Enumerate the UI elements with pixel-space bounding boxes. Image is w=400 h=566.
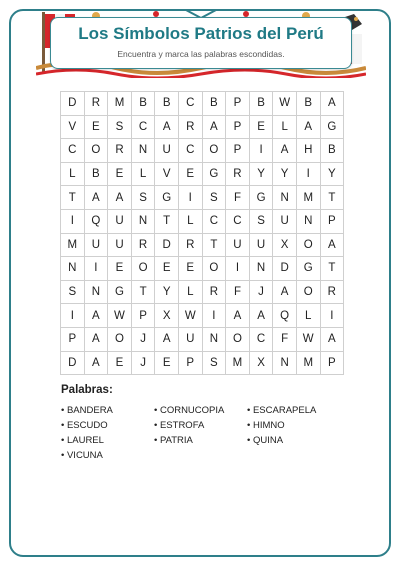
grid-cell[interactable]: C	[178, 139, 202, 163]
grid-cell[interactable]: U	[108, 233, 132, 257]
word-list-item: • LAUREL	[61, 435, 104, 446]
grid-cell[interactable]: O	[202, 257, 226, 281]
word-list-item: • ESCARAPELA	[247, 405, 317, 416]
grid-cell[interactable]: E	[178, 257, 202, 281]
grid-cell[interactable]: T	[155, 209, 179, 233]
grid-cell[interactable]: E	[155, 257, 179, 281]
grid-cell[interactable]: T	[131, 280, 155, 304]
grid-cell[interactable]: E	[108, 162, 132, 186]
grid-cell[interactable]: A	[320, 233, 344, 257]
grid-cell[interactable]: A	[226, 304, 250, 328]
grid-cell[interactable]: P	[131, 304, 155, 328]
grid-cell[interactable]: X	[273, 233, 297, 257]
grid-cell[interactable]: B	[296, 92, 320, 116]
grid-row	[61, 304, 344, 328]
word-list-item: • QUINA	[247, 435, 284, 446]
grid-cell[interactable]: O	[108, 327, 132, 351]
word-list-item: • ESTROFA	[154, 420, 205, 431]
grid-cell[interactable]: A	[273, 280, 297, 304]
grid-cell[interactable]: G	[155, 186, 179, 210]
grid-cell[interactable]: Y	[320, 162, 344, 186]
grid-cell[interactable]: E	[249, 115, 273, 139]
grid-cell[interactable]: G	[296, 257, 320, 281]
grid-cell[interactable]: P	[226, 92, 250, 116]
grid-cell[interactable]: G	[320, 115, 344, 139]
grid-cell[interactable]: P	[226, 139, 250, 163]
grid-cell[interactable]: I	[61, 209, 85, 233]
grid-cell[interactable]: W	[108, 304, 132, 328]
word-list-item: • ESCUDO	[61, 420, 108, 431]
grid-cell[interactable]: I	[202, 304, 226, 328]
grid-row	[61, 351, 344, 375]
grid-cell[interactable]: C	[178, 92, 202, 116]
grid-cell[interactable]: U	[249, 233, 273, 257]
grid-cell[interactable]: T	[61, 186, 85, 210]
grid-cell[interactable]: U	[273, 209, 297, 233]
grid-cell[interactable]: A	[84, 327, 108, 351]
grid-cell[interactable]: W	[178, 304, 202, 328]
grid-cell[interactable]: M	[296, 351, 320, 375]
grid-cell[interactable]: U	[226, 233, 250, 257]
grid-cell[interactable]: M	[296, 186, 320, 210]
grid-cell[interactable]: J	[131, 327, 155, 351]
grid-cell[interactable]: B	[131, 92, 155, 116]
grid-cell[interactable]: B	[320, 139, 344, 163]
grid-cell[interactable]: I	[296, 162, 320, 186]
grid-cell[interactable]: A	[84, 304, 108, 328]
grid-row	[61, 257, 344, 281]
grid-cell[interactable]: I	[178, 186, 202, 210]
grid-cell[interactable]: G	[108, 280, 132, 304]
grid-cell[interactable]: N	[61, 257, 85, 281]
grid-cell[interactable]: I	[61, 304, 85, 328]
grid-cell[interactable]: A	[155, 327, 179, 351]
grid-cell[interactable]: F	[226, 186, 250, 210]
grid-cell[interactable]: O	[131, 257, 155, 281]
grid-cell[interactable]: G	[249, 186, 273, 210]
grid-cell[interactable]: L	[273, 115, 297, 139]
grid-cell[interactable]: A	[84, 186, 108, 210]
grid-cell[interactable]: O	[202, 139, 226, 163]
grid-cell[interactable]: N	[131, 209, 155, 233]
page-title: Los Símbolos Patrios del Perú	[78, 24, 324, 43]
grid-cell[interactable]: A	[320, 92, 344, 116]
grid-cell[interactable]: D	[155, 233, 179, 257]
grid-cell[interactable]: I	[320, 304, 344, 328]
grid-cell[interactable]: C	[61, 139, 85, 163]
grid-cell[interactable]: C	[249, 327, 273, 351]
grid-cell[interactable]: U	[84, 233, 108, 257]
grid-cell[interactable]: R	[178, 233, 202, 257]
grid-cell[interactable]: O	[296, 233, 320, 257]
grid-cell[interactable]: O	[296, 280, 320, 304]
title-card	[50, 17, 352, 69]
grid-cell[interactable]: Y	[249, 162, 273, 186]
grid-cell[interactable]: S	[202, 351, 226, 375]
grid-cell[interactable]: Y	[155, 280, 179, 304]
grid-cell[interactable]: D	[61, 351, 85, 375]
grid-row	[61, 233, 344, 257]
grid-cell[interactable]: L	[178, 209, 202, 233]
grid-cell[interactable]: A	[249, 304, 273, 328]
grid-cell[interactable]: T	[202, 233, 226, 257]
grid-cell[interactable]: P	[320, 351, 344, 375]
grid-cell[interactable]: N	[273, 186, 297, 210]
grid-cell[interactable]: O	[84, 139, 108, 163]
grid-cell[interactable]: P	[226, 115, 250, 139]
grid-cell[interactable]: H	[296, 139, 320, 163]
grid-cell[interactable]: N	[202, 327, 226, 351]
grid-cell[interactable]: E	[155, 351, 179, 375]
grid-cell[interactable]: V	[61, 115, 85, 139]
grid-cell[interactable]: U	[108, 209, 132, 233]
grid-cell[interactable]: D	[273, 257, 297, 281]
grid-cell[interactable]: Y	[273, 162, 297, 186]
grid-cell[interactable]: E	[84, 115, 108, 139]
grid-row	[61, 92, 344, 116]
grid-cell[interactable]: L	[296, 304, 320, 328]
grid-cell[interactable]: W	[296, 327, 320, 351]
grid-cell[interactable]: S	[249, 209, 273, 233]
grid-cell[interactable]: B	[155, 92, 179, 116]
grid-cell[interactable]: A	[320, 327, 344, 351]
grid-cell[interactable]: A	[273, 139, 297, 163]
grid-cell[interactable]: Q	[273, 304, 297, 328]
grid-cell[interactable]: O	[226, 327, 250, 351]
grid-cell[interactable]: X	[249, 351, 273, 375]
grid-cell[interactable]: S	[61, 280, 85, 304]
grid-cell[interactable]: M	[108, 92, 132, 116]
grid-cell[interactable]: M	[61, 233, 85, 257]
grid-cell[interactable]: A	[108, 186, 132, 210]
grid-row	[61, 327, 344, 351]
word-list-title: Palabras:	[61, 384, 113, 396]
word-list-item: • VICUNA	[61, 450, 103, 461]
grid-cell[interactable]: A	[84, 351, 108, 375]
grid-cell[interactable]: R	[131, 233, 155, 257]
grid-cell[interactable]: E	[178, 162, 202, 186]
word-list-column-2	[154, 403, 224, 448]
word-list-item: • CORNUCOPIA	[154, 405, 225, 416]
grid-cell[interactable]: U	[155, 139, 179, 163]
grid-cell[interactable]: P	[61, 327, 85, 351]
word-list-column-1	[61, 403, 113, 463]
grid-cell[interactable]: J	[131, 351, 155, 375]
grid-row	[61, 280, 344, 304]
grid-cell[interactable]: X	[155, 304, 179, 328]
grid-cell[interactable]: U	[178, 327, 202, 351]
grid-cell[interactable]: A	[155, 115, 179, 139]
grid-cell[interactable]: N	[249, 257, 273, 281]
grid-cell[interactable]: L	[131, 162, 155, 186]
word-list-column-3	[247, 403, 316, 448]
grid-cell[interactable]: J	[249, 280, 273, 304]
grid-cell[interactable]: D	[61, 92, 85, 116]
grid-cell[interactable]: S	[131, 186, 155, 210]
grid-row	[61, 139, 344, 163]
grid-cell[interactable]: P	[320, 209, 344, 233]
word-search-grid	[60, 91, 344, 375]
grid-cell[interactable]: L	[178, 280, 202, 304]
grid-cell[interactable]: N	[131, 139, 155, 163]
grid-cell[interactable]: F	[226, 280, 250, 304]
grid-cell[interactable]: L	[61, 162, 85, 186]
grid-cell[interactable]: C	[131, 115, 155, 139]
grid-cell[interactable]: T	[320, 257, 344, 281]
grid-cell[interactable]: A	[296, 115, 320, 139]
word-list-item: • BANDERA	[61, 405, 113, 416]
grid-cell[interactable]: R	[84, 92, 108, 116]
grid-row	[61, 186, 344, 210]
grid-cell[interactable]: R	[320, 280, 344, 304]
grid-cell[interactable]: C	[202, 209, 226, 233]
grid-cell[interactable]: S	[202, 186, 226, 210]
grid-cell[interactable]: A	[202, 115, 226, 139]
grid-cell[interactable]: E	[108, 257, 132, 281]
grid-cell[interactable]: C	[226, 209, 250, 233]
grid-cell[interactable]: I	[84, 257, 108, 281]
page-subtitle: Encuentra y marca las palabras escondidas.	[117, 49, 285, 59]
grid-cell[interactable]: M	[226, 351, 250, 375]
grid-cell[interactable]: T	[320, 186, 344, 210]
word-list-item: • HIMNO	[247, 420, 285, 431]
grid-cell[interactable]: N	[84, 280, 108, 304]
grid-cell[interactable]: B	[202, 92, 226, 116]
grid-cell[interactable]: G	[202, 162, 226, 186]
grid-cell[interactable]: R	[226, 162, 250, 186]
grid-row	[61, 162, 344, 186]
grid-cell[interactable]: N	[273, 351, 297, 375]
grid-cell[interactable]: V	[155, 162, 179, 186]
grid-cell[interactable]: W	[273, 92, 297, 116]
grid-cell[interactable]: S	[108, 115, 132, 139]
grid-cell[interactable]: E	[108, 351, 132, 375]
grid-cell[interactable]: B	[249, 92, 273, 116]
grid-cell[interactable]: N	[296, 209, 320, 233]
grid-cell[interactable]: Q	[84, 209, 108, 233]
grid-cell[interactable]: R	[202, 280, 226, 304]
word-list-item: • PATRIA	[154, 435, 193, 446]
grid-cell[interactable]: B	[84, 162, 108, 186]
grid-cell[interactable]: I	[226, 257, 250, 281]
grid-cell[interactable]: R	[178, 115, 202, 139]
grid-row	[61, 115, 344, 139]
grid-cell[interactable]: F	[273, 327, 297, 351]
grid-cell[interactable]: P	[178, 351, 202, 375]
grid-cell[interactable]: I	[249, 139, 273, 163]
grid-cell[interactable]: R	[108, 139, 132, 163]
grid-row	[61, 209, 344, 233]
